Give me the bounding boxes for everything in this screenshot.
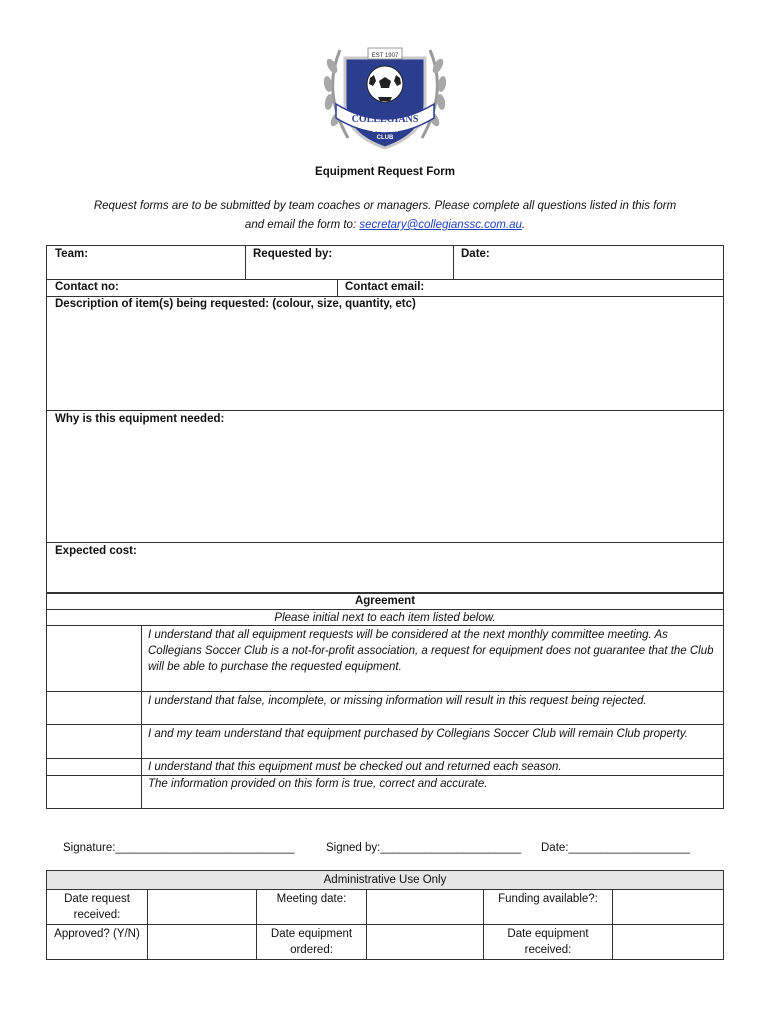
agreement-item-5: The information provided on this form is true, correct and accurate. <box>148 778 488 790</box>
intro-line-2 <box>40 216 730 235</box>
intro-prefix: and email the form to: <box>244 219 360 231</box>
initial-box-1[interactable] <box>46 626 141 691</box>
requested-by-field[interactable]: Requested by: <box>253 248 333 260</box>
contact-no-field[interactable]: Contact no: <box>55 281 119 293</box>
agreement-heading: Agreement <box>354 595 416 607</box>
date-equipment-received-value[interactable] <box>613 925 724 960</box>
date-equipment-ordered-label: Date equipment ordered: <box>257 925 367 960</box>
club-logo <box>318 42 452 154</box>
team-field[interactable]: Team: <box>55 248 89 260</box>
initial-box-3[interactable] <box>46 725 141 758</box>
intro-line-1: Request forms are to be submitted by team coaches or managers. Please complete all questions listed in this form <box>93 200 677 212</box>
agreement-instruction: Please initial next to each item listed below. <box>274 612 496 624</box>
admin-table <box>46 870 724 960</box>
logo-line3: CLUB <box>376 135 394 141</box>
form-title: Equipment Request Form <box>315 166 455 178</box>
logo-name: COLLEGIANS <box>351 114 419 125</box>
agreement-item-2: I understand that false, incomplete, or missing information will result in this request being rejected. <box>148 695 647 707</box>
approved-label: Approved? (Y/N) <box>47 925 148 960</box>
date-request-received-value[interactable] <box>148 890 257 925</box>
funding-available-label: Funding available?: <box>484 890 613 925</box>
signature-line[interactable]: Signature:____________________________ <box>63 842 295 854</box>
date-equipment-ordered-value[interactable] <box>367 925 484 960</box>
contact-email-field[interactable]: Contact email: <box>345 281 425 293</box>
intro-text <box>40 197 730 235</box>
email-link[interactable]: secretary@collegianssc.com.au <box>359 219 522 231</box>
date-field[interactable]: Date: <box>461 248 490 260</box>
funding-available-value[interactable] <box>613 890 724 925</box>
intro-suffix: . <box>521 219 526 231</box>
agreement-item-1: I understand that all equipment requests will be considered at the next monthly committee meeting. As Collegians Soccer Club is a not-for-profit association, a request for equipment does not guarantee that the Club will be able to purchase the requested equipment. <box>148 629 714 673</box>
date-equipment-received-label: Date equipment received: <box>484 925 613 960</box>
meeting-date-label: Meeting date: <box>257 890 367 925</box>
initial-box-2[interactable] <box>46 692 141 724</box>
signature-date-line[interactable]: Date:___________________ <box>541 842 691 854</box>
date-request-received-label: Date request received: <box>47 890 148 925</box>
approved-value[interactable] <box>148 925 257 960</box>
agreement-item-3: I and my team understand that equipment purchased by Collegians Soccer Club will remain Club property. <box>148 728 688 740</box>
initial-box-4[interactable] <box>46 759 141 775</box>
logo-est: EST 1907 <box>371 53 399 59</box>
agreement-item-4: I understand that this equipment must be checked out and returned each season. <box>148 761 562 773</box>
expected-cost-field[interactable]: Expected cost: <box>55 545 137 557</box>
initial-box-5[interactable] <box>46 776 141 809</box>
admin-heading: Administrative Use Only <box>47 871 724 890</box>
why-needed-field[interactable]: Why is this equipment needed: <box>55 413 225 425</box>
meeting-date-value[interactable] <box>367 890 484 925</box>
logo-line2: SOCCER <box>372 128 398 134</box>
description-field[interactable]: Description of item(s) being requested: (colour, size, quantity, etc) <box>55 298 416 310</box>
signed-by-line[interactable]: Signed by:______________________ <box>326 842 522 854</box>
